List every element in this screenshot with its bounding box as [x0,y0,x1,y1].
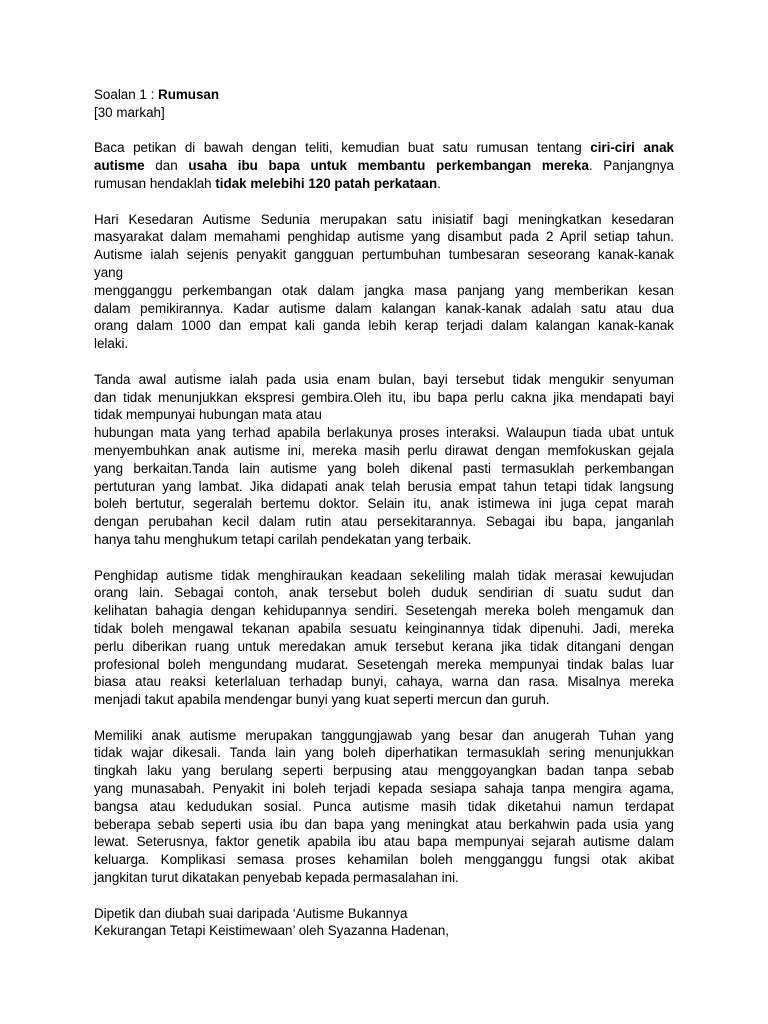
passage-line: beberapa sebab seperti usia ibu dan bapa yang meningkat atau berkahwin pada usia yang [94,816,674,832]
passage-line: kelihatan bahagia dengan kehidupannya sendiri. Sesetengah mereka boleh mengamuk dan [94,603,674,619]
spacer [94,549,674,567]
spacer [94,887,674,905]
instruction-text: . Panjangnya [588,158,674,174]
passage-line: tidak wajar dikesali. Tanda lain yang boleh diperhatikan termasuklah sering menunjukkan [94,745,674,761]
passage-line: yang munasabah. Penyakit ini boleh terjadi kepada sesiapa sahaja tanpa mengira agama, [94,781,674,797]
passage-line: masyarakat dalam memahami penghidap autisme yang disambut pada 2 April setiap tahun. [94,229,674,245]
spacer [94,709,674,727]
passage-line: keluarga. Komplikasi semasa proses kehamilan boleh mengganggu fungsi otak akibat [94,852,674,868]
spacer [94,193,674,211]
passage-line: yang [94,264,124,280]
passage-line: Memiliki anak autisme merupakan tanggungjawab yang besar dan anugerah Tuhan yang [94,727,674,743]
passage-line: tidak boleh mengawal tekanan apabila sesuatu keinginannya tidak dipenuhi. Jadi, mereka [94,620,674,636]
instruction-text: Baca petikan di bawah dengan teliti, kemudian buat satu rumusan tentang [94,140,591,156]
passage-line: orang dalam 1000 dan empat kali ganda lebih kerap terjadi dalam kalangan kanak-kanak [94,318,674,334]
passage-line: menyembuhkan anak autisme ini, mereka masih perlu dirawat dengan memfokuskan gejala [94,442,674,458]
instruction-text: dan [144,158,189,174]
instruction-line [94,139,674,157]
instruction-bold: tidak melebihi 120 patah perkataan [215,175,438,191]
passage-line: pertuturan yang lambat. Jika didapati anak telah berusia empat tahun tetapi tidak langsung [94,478,674,494]
spacer [94,353,674,371]
passage-line: dan tidak menunjukkan ekspresi gembira.Oleh itu, ibu bapa perlu cakna jika mendapati bayi [94,389,674,405]
passage-paragraph-4 [94,727,674,887]
citation-line: Dipetik dan diubah suai daripada ‘Autisme Bukannya [94,905,408,921]
instruction-text: rumusan hendaklah [94,175,216,191]
passage-line: orang lain. Sebagai contoh, anak tersebut boleh duduk sendirian di suatu sudut dan [94,585,674,601]
instruction-line [94,175,674,193]
spacer [94,122,674,140]
passage-line: bangsa atau kedudukan sosial. Punca autisme masih tidak diketahui namun terdapat [94,798,674,814]
source-citation [94,905,674,941]
passage-line: perlu diberikan ruang untuk meredakan amuk tersebut kerana jika tidak ditangani dengan [94,638,674,654]
passage-line: dengan perubahan kecil dalam rutin atau persekitarannya. Sebagai ibu bapa, janganlah [94,514,674,530]
passage-line: lewat. Seterusnya, faktor genetik apabila ibu atau bapa mempunyai sejarah autisme dalam [94,834,674,850]
document-page [94,86,674,940]
instruction-bold: ciri-ciri anak [590,140,674,156]
instruction-bold: usaha ibu bapa untuk membantu perkembangan mereka [188,158,589,174]
passage-line: Hari Kesedaran Autisme Sedunia merupakan satu inisiatif bagi meningkatkan kesedaran [94,211,674,227]
instruction-text: . [437,175,441,191]
passage-line: Autisme ialah sejenis penyakit gangguan pertumbuhan tumbesaran seseorang kanak-kanak [94,247,674,263]
citation-line: Kekurangan Tetapi Keistimewaan’ oleh Syazanna Hadenan, [94,923,450,939]
passage-line: biasa atau reaksi keterlaluan terhadap bunyi, cahaya, warna dan rasa. Misalnya mereka [94,674,674,690]
passage-line: tidak mempunyai hubungan mata atau [94,407,322,423]
question-heading [94,86,674,104]
instruction-line [94,157,674,175]
passage-line: hubungan mata yang terhad apabila berlakunya proses interaksi. Walaupun tiada ubat untuk [94,425,674,441]
passage-line: boleh bertutur, segeralah bertemu doktor. Selain itu, anak istimewa ini juga cepat marah [94,496,674,512]
passage-line: yang berkaitan.Tanda lain autisme yang boleh dikenal pasti termasuklah perkembangan [94,460,674,476]
instruction-paragraph [94,139,674,192]
passage-line: tingkah laku yang berulang seperti berpusing atau menggoyangkan badan tanpa sebab [94,763,674,779]
passage-line: menjadi takut apabila mendengar bunyi yang kuat seperti mercun dan guruh. [94,692,550,708]
passage-paragraph-1 [94,211,674,353]
passage-paragraph-2 [94,371,674,549]
passage-line: hanya tahu menghukum tetapi carilah pendekatan yang terbaik. [94,531,472,547]
passage-line: mengganggu perkembangan otak dalam jangka masa panjang yang memberikan kesan [94,282,674,298]
passage-line: jangkitan turut dikatakan penyebab kepada permasalahan ini. [94,870,459,886]
question-title: Rumusan [158,87,220,102]
passage-line: dalam pemikirannya. Kadar autisme dalam kalangan kanak-kanak adalah satu atau dua [94,300,674,316]
instruction-bold: autisme [94,158,145,174]
marks-label: [30 markah] [94,104,165,120]
passage-line: profesional boleh mengundang mudarat. Sesetengah mereka mempunyai tindak balas luar [94,656,674,672]
question-number: Soalan 1 : [94,87,159,102]
passage-line: lelaki. [94,336,129,352]
passage-paragraph-3 [94,567,674,709]
passage-line: Tanda awal autisme ialah pada usia enam bulan, bayi tersebut tidak mengukir senyuman [94,371,674,387]
passage-line: Penghidap autisme tidak menghiraukan keadaan sekeliling malah tidak merasai kewujudan [94,567,674,583]
